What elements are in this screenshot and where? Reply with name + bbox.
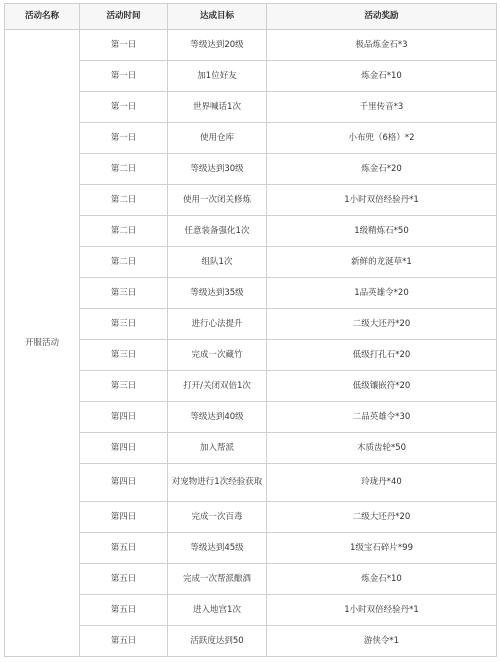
day-cell: 第五日 [80, 595, 168, 626]
goal-cell: 打开/关闭双倍1次 [168, 371, 267, 402]
reward-cell: 千里传音*3 [267, 92, 497, 123]
goal-cell: 组队1次 [168, 247, 267, 278]
goal-cell: 等级达到35级 [168, 278, 267, 309]
day-cell: 第一日 [80, 92, 168, 123]
day-cell: 第三日 [80, 309, 168, 340]
reward-cell: 二品英雄令*30 [267, 402, 497, 433]
day-cell: 第二日 [80, 185, 168, 216]
goal-cell: 世界喊话1次 [168, 92, 267, 123]
day-cell: 第二日 [80, 154, 168, 185]
table-row [5, 30, 497, 61]
reward-cell: 小布兜（6格）*2 [267, 123, 497, 154]
day-cell: 第三日 [80, 371, 168, 402]
goal-cell: 等级达到20级 [168, 30, 267, 61]
day-cell: 第五日 [80, 533, 168, 564]
reward-cell: 游侠令*1 [267, 626, 497, 657]
day-cell: 第三日 [80, 278, 168, 309]
reward-cell: 1小时双倍经验丹*1 [267, 595, 497, 626]
goal-cell: 活跃度达到50 [168, 626, 267, 657]
reward-cell: 低级打孔石*20 [267, 340, 497, 371]
header-event-name: 活动名称 [5, 4, 80, 30]
header-row [5, 4, 497, 30]
header-reward: 活动奖励 [267, 4, 497, 30]
reward-cell: 炼金石*10 [267, 564, 497, 595]
day-cell: 第五日 [80, 626, 168, 657]
reward-cell: 1小时双倍经验丹*1 [267, 185, 497, 216]
goal-cell: 进入地宫1次 [168, 595, 267, 626]
goal-cell: 使用一次闭关修炼 [168, 185, 267, 216]
reward-cell: 低级镶嵌符*20 [267, 371, 497, 402]
reward-cell: 木质齿轮*50 [267, 433, 497, 464]
reward-cell: 1品英雄令*20 [267, 278, 497, 309]
day-cell: 第五日 [80, 564, 168, 595]
goal-cell: 完成一次帮派酿酒 [168, 564, 267, 595]
goal-cell: 任意装备强化1次 [168, 216, 267, 247]
goal-cell: 等级达到45级 [168, 533, 267, 564]
day-cell: 第四日 [80, 433, 168, 464]
goal-cell: 加1位好友 [168, 61, 267, 92]
goal-cell: 等级达到30级 [168, 154, 267, 185]
day-cell: 第四日 [80, 402, 168, 433]
goal-cell: 进行心法提升 [168, 309, 267, 340]
reward-cell: 炼金石*20 [267, 154, 497, 185]
day-cell: 第一日 [80, 61, 168, 92]
day-cell: 第三日 [80, 340, 168, 371]
goal-cell: 完成一次藏竹 [168, 340, 267, 371]
reward-cell: 1级精炼石*50 [267, 216, 497, 247]
day-cell: 第四日 [80, 464, 168, 502]
reward-cell: 玲珑丹*40 [267, 464, 497, 502]
goal-cell: 完成一次百毒 [168, 502, 267, 533]
reward-cell: 新鲜的龙涎草*1 [267, 247, 497, 278]
goal-cell: 使用仓库 [168, 123, 267, 154]
reward-cell: 二级大还丹*20 [267, 309, 497, 340]
day-cell: 第四日 [80, 502, 168, 533]
reward-cell: 二级大还丹*20 [267, 502, 497, 533]
reward-cell: 1级宝石碎片*99 [267, 533, 497, 564]
day-cell: 第一日 [80, 123, 168, 154]
day-cell: 第一日 [80, 30, 168, 61]
header-goal: 达成目标 [168, 4, 267, 30]
event-name-cell: 开服活动 [5, 30, 80, 657]
table-body [5, 30, 497, 657]
reward-cell: 极品炼金石*3 [267, 30, 497, 61]
header-event-time: 活动时间 [80, 4, 168, 30]
reward-cell: 炼金石*10 [267, 61, 497, 92]
goal-cell: 等级达到40级 [168, 402, 267, 433]
activity-table [4, 3, 497, 657]
goal-cell: 对宠物进行1次经验获取 [168, 464, 267, 502]
goal-cell: 加入帮派 [168, 433, 267, 464]
day-cell: 第二日 [80, 216, 168, 247]
day-cell: 第二日 [80, 247, 168, 278]
